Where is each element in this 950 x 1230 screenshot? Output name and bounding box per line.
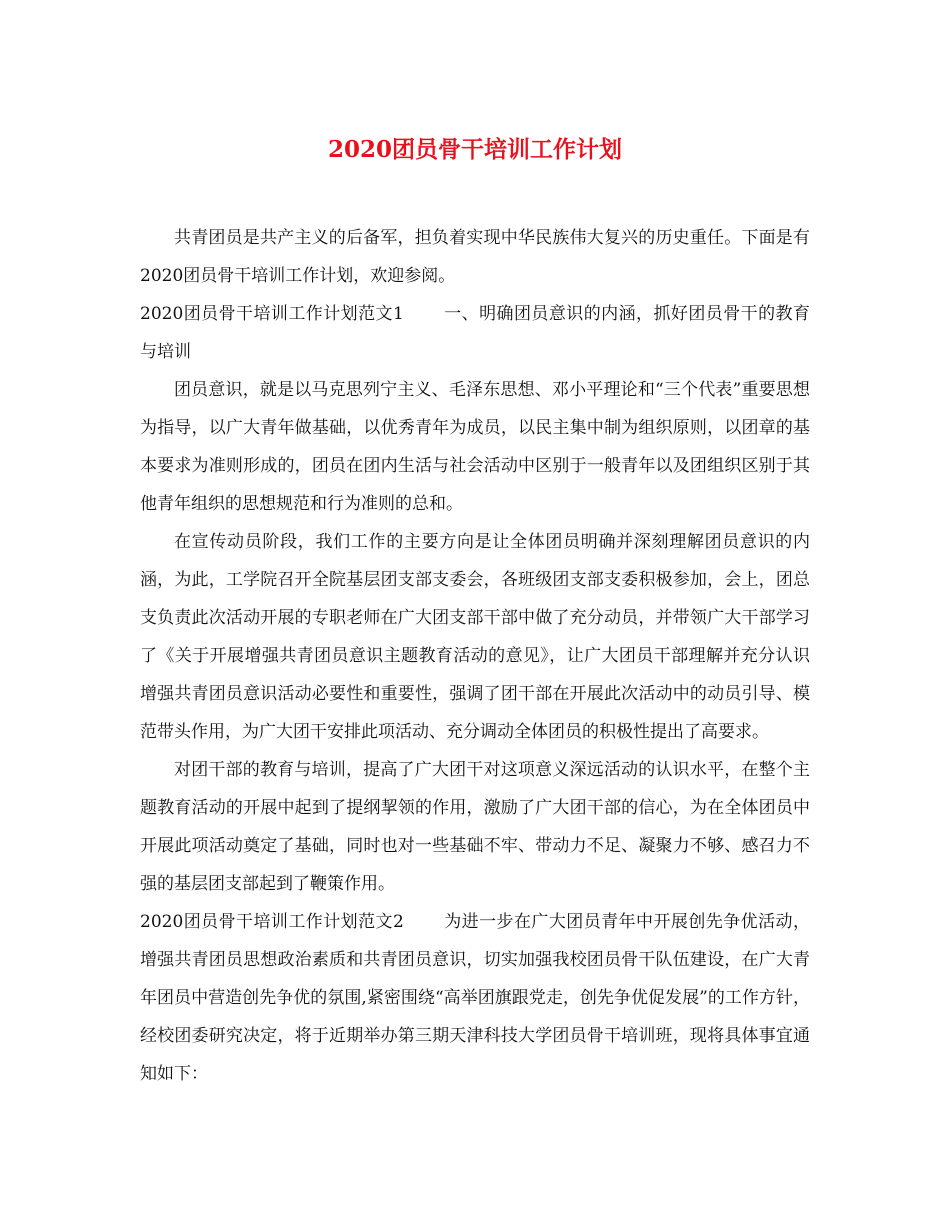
paragraph-member-awareness: 团员意识，就是以马克思列宁主义、毛泽东思想、邓小平理论和“三个代表”重要思想为指导，以广大青年做基础，以优秀青年为成员，以民主集中制为组织原则，以团章的基本要求为准则形成的，团员在团内生活与社会活动中区别于一般青年以及团组织区别于其他青年组织的思想规范和行为准则的总和。	[140, 380, 810, 514]
sample-1-label: 2020团员骨干培训工作计划范文1	[140, 304, 404, 324]
paragraph-mobilization: 在宣传动员阶段，我们工作的主要方向是让全体团员明确并深刻理解团员意识的内涵，为此，工学院召开全院基层团支部支委会，各班级团支部支委积极参加，会上，团总支负责此次活动开展的专职老师在广大团支部干部中做了充分动员，并带领广大干部学习了《关于开展增强共青团员意识主题教育活动的意见》，让广大团员干部理解并充分认识增强共青团员意识活动必要性和重要性，强调了团干部在开展此次活动中的动员引导、模范带头作用，为广大团干安排此项活动、充分调动全体团员的积极性提出了高要求。	[140, 532, 810, 742]
paragraph-training-effect: 对团干部的教育与培训，提高了广大团干对这项意义深远活动的认识水平，在整个主题教育活动的开展中起到了提纲挈领的作用，激励了广大团干部的信心，为在全体团员中开展此项活动奠定了基础，同时也对一些基础不牢、带动力不足、凝聚力不够、感召力不强的基层团支部起到了鞭策作用。	[140, 760, 810, 894]
paragraph-sample-1-heading	[140, 295, 810, 371]
document-title: 2020团员骨干培训工作计划	[327, 136, 622, 163]
paragraph-sample-2	[140, 903, 810, 1093]
paragraph-intro: 共青团员是共产主义的后备军，担负着实现中华民族伟大复兴的历史重任。下面是有2020团员骨干培训工作计划，欢迎参阅。	[140, 228, 810, 286]
document-body	[140, 219, 810, 1093]
sample-2-text: 为进一步在广大团员青年中开展创先争优活动，增强共青团员思想政治素质和共青团员意识，切实加强我校团员骨干队伍建设，在广大青年团员中营造创先争优的氛围,紧密围绕“高举团旗跟党走，创先争优促发展”的工作方针，经校团委研究决定，将于近期举办第三期天津科技大学团员骨干培训班，现将具体事宜通知如下：	[140, 912, 810, 1084]
sample-2-label: 2020团员骨干培训工作计划范文2	[140, 912, 404, 932]
sample-1-section-title: 一、明确团员意识的内涵，抓好团员骨干的教育与培训	[140, 304, 810, 362]
